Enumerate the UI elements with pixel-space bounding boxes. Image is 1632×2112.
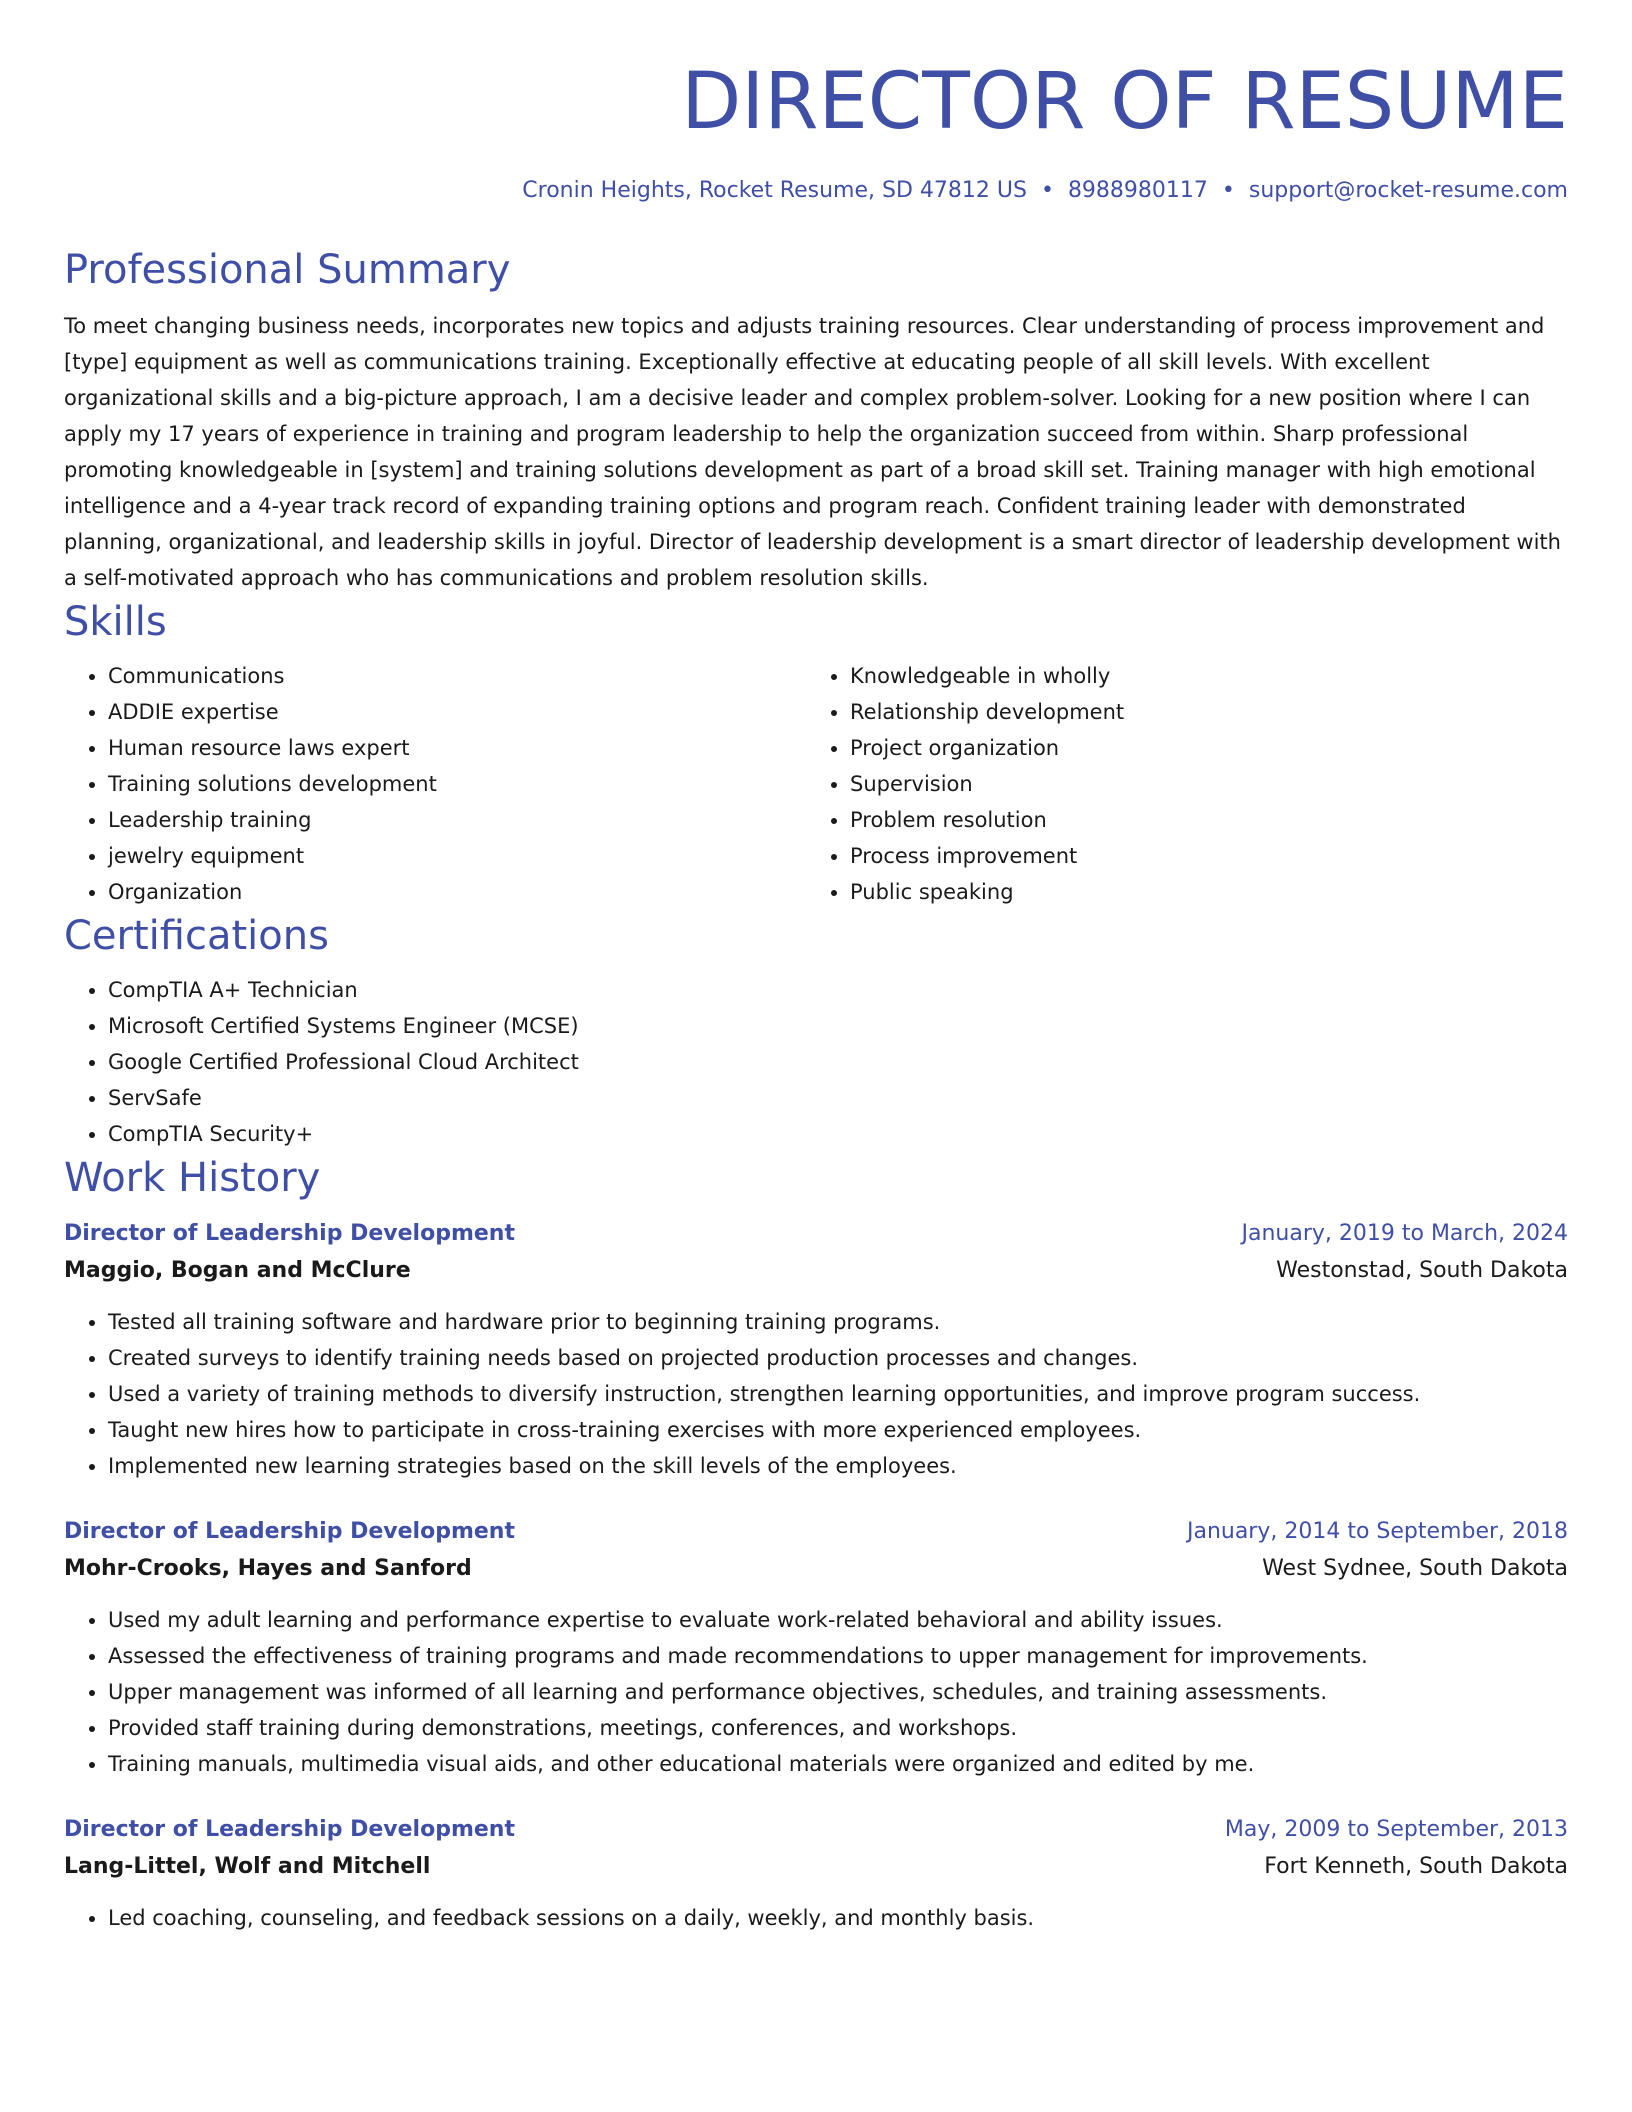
list-item: • Problem resolution	[850, 802, 1548, 838]
list-item: • Used my adult learning and performance expertise to evaluate work-related behavioral and ability issues.	[108, 1602, 1568, 1638]
list-item: • Communications	[108, 658, 806, 694]
list-item: • CompTIA Security+	[108, 1116, 1568, 1152]
list-item: • jewelry equipment	[108, 838, 806, 874]
job-company: Maggio, Bogan and McClure	[64, 1258, 411, 1283]
page-title: DIRECTOR OF RESUME	[681, 57, 1568, 147]
list-item: • ServSafe	[108, 1080, 1568, 1116]
job-title: Director of Leadership Development	[64, 1817, 515, 1842]
job-bullets	[64, 1602, 1568, 1782]
certifications-heading: Certifications	[64, 913, 329, 959]
job-subheader	[64, 1252, 1568, 1290]
list-item: • Supervision	[850, 766, 1548, 802]
list-item: • Knowledgeable in wholly	[850, 658, 1548, 694]
work-history-heading: Work History	[64, 1155, 321, 1201]
list-item: • Led coaching, counseling, and feedback sessions on a daily, weekly, and monthly basis.	[108, 1900, 1568, 1936]
job-subheader	[64, 1848, 1568, 1886]
list-item: • Taught new hires how to participate in cross-training exercises with more experienced employees.	[108, 1412, 1568, 1448]
summary-text: To meet changing business needs, incorporates new topics and adjusts training resources. Clear understanding of process improvement and [type] equipment as well as communications training. Exceptionally effective at educating people of all skill levels. With excellent organizational skills and a big-picture approach, I am a decisive leader and complex problem-solver. Looking for a new position where I can apply my 17 years of experience in training and program leadership to help the organization succeed from within. Sharp professional promoting knowledgeable in [system] and training solutions development as part of a broad skill set. Training manager with high emotional intelligence and a 4-year track record of expanding training options and program reach. Confident training leader with demonstrated planning, organizational, and leadership skills in joyful. Director of leadership development is a smart director of leadership development with a self-motivated approach who has communications and problem resolution skills.	[64, 314, 1561, 590]
list-item: • Provided staff training during demonstrations, meetings, conferences, and workshops.	[108, 1710, 1568, 1746]
list-item: • Used a variety of training methods to diversify instruction, strengthen learning opportunities, and improve program success.	[108, 1376, 1568, 1412]
list-item: • Created surveys to identify training needs based on projected production processes and changes.	[108, 1340, 1568, 1376]
skills-list-right	[806, 658, 1548, 910]
list-item: • Training solutions development	[108, 766, 806, 802]
job-entry	[64, 1514, 1568, 1782]
contact-email: support@rocket-resume.com	[1248, 178, 1568, 203]
job-dates: January, 2014 to September, 2018	[1186, 1519, 1568, 1544]
job-dates: May, 2009 to September, 2013	[1224, 1817, 1568, 1842]
job-company: Mohr-Crooks, Hayes and Sanford	[64, 1556, 472, 1581]
list-item: • Project organization	[850, 730, 1548, 766]
list-item: • Tested all training software and hardware prior to beginning training programs.	[108, 1304, 1568, 1340]
list-item: • CompTIA A+ Technician	[108, 972, 1568, 1008]
contact-separator: •	[1221, 178, 1235, 203]
list-item: • Human resource laws expert	[108, 730, 806, 766]
contact-line	[64, 176, 1568, 206]
list-item: • Relationship development	[850, 694, 1548, 730]
job-location: West Sydnee, South Dakota	[1262, 1556, 1568, 1581]
list-item: • Organization	[108, 874, 806, 910]
list-item: • Leadership training	[108, 802, 806, 838]
contact-separator: •	[1040, 178, 1054, 203]
job-dates: January, 2019 to March, 2024	[1241, 1221, 1568, 1246]
list-item: • Implemented new learning strategies based on the skill levels of the employees.	[108, 1448, 1568, 1484]
job-title: Director of Leadership Development	[64, 1519, 515, 1544]
list-item: • Microsoft Certified Systems Engineer (MCSE)	[108, 1008, 1568, 1044]
list-item: • Training manuals, multimedia visual aids, and other educational materials were organized and edited by me.	[108, 1746, 1568, 1782]
list-item: • Upper management was informed of all learning and performance objectives, schedules, and training assessments.	[108, 1674, 1568, 1710]
list-item: • Google Certified Professional Cloud Architect	[108, 1044, 1568, 1080]
contact-phone: 8988980117	[1067, 178, 1208, 203]
job-company: Lang-Littel, Wolf and Mitchell	[64, 1854, 431, 1879]
job-subheader	[64, 1550, 1568, 1588]
certifications-list	[64, 972, 1568, 1152]
list-item: • Public speaking	[850, 874, 1548, 910]
job-location: Fort Kenneth, South Dakota	[1264, 1854, 1568, 1879]
summary-heading: Professional Summary	[64, 247, 511, 293]
skills-columns	[64, 658, 1568, 910]
list-item: • Process improvement	[850, 838, 1548, 874]
list-item: • ADDIE expertise	[108, 694, 806, 730]
job-title: Director of Leadership Development	[64, 1221, 515, 1246]
job-header	[64, 1812, 1568, 1848]
job-bullets	[64, 1900, 1568, 1936]
job-bullets	[64, 1304, 1568, 1484]
job-header	[64, 1514, 1568, 1550]
job-header	[64, 1216, 1568, 1252]
job-entry	[64, 1216, 1568, 1484]
list-item: • Assessed the effectiveness of training programs and made recommendations to upper management for improvements.	[108, 1638, 1568, 1674]
skills-list-left	[64, 658, 806, 910]
job-entry	[64, 1812, 1568, 1936]
skills-heading: Skills	[64, 599, 167, 645]
job-location: Westonstad, South Dakota	[1276, 1258, 1568, 1283]
contact-address: Cronin Heights, Rocket Resume, SD 47812 US	[522, 178, 1027, 203]
